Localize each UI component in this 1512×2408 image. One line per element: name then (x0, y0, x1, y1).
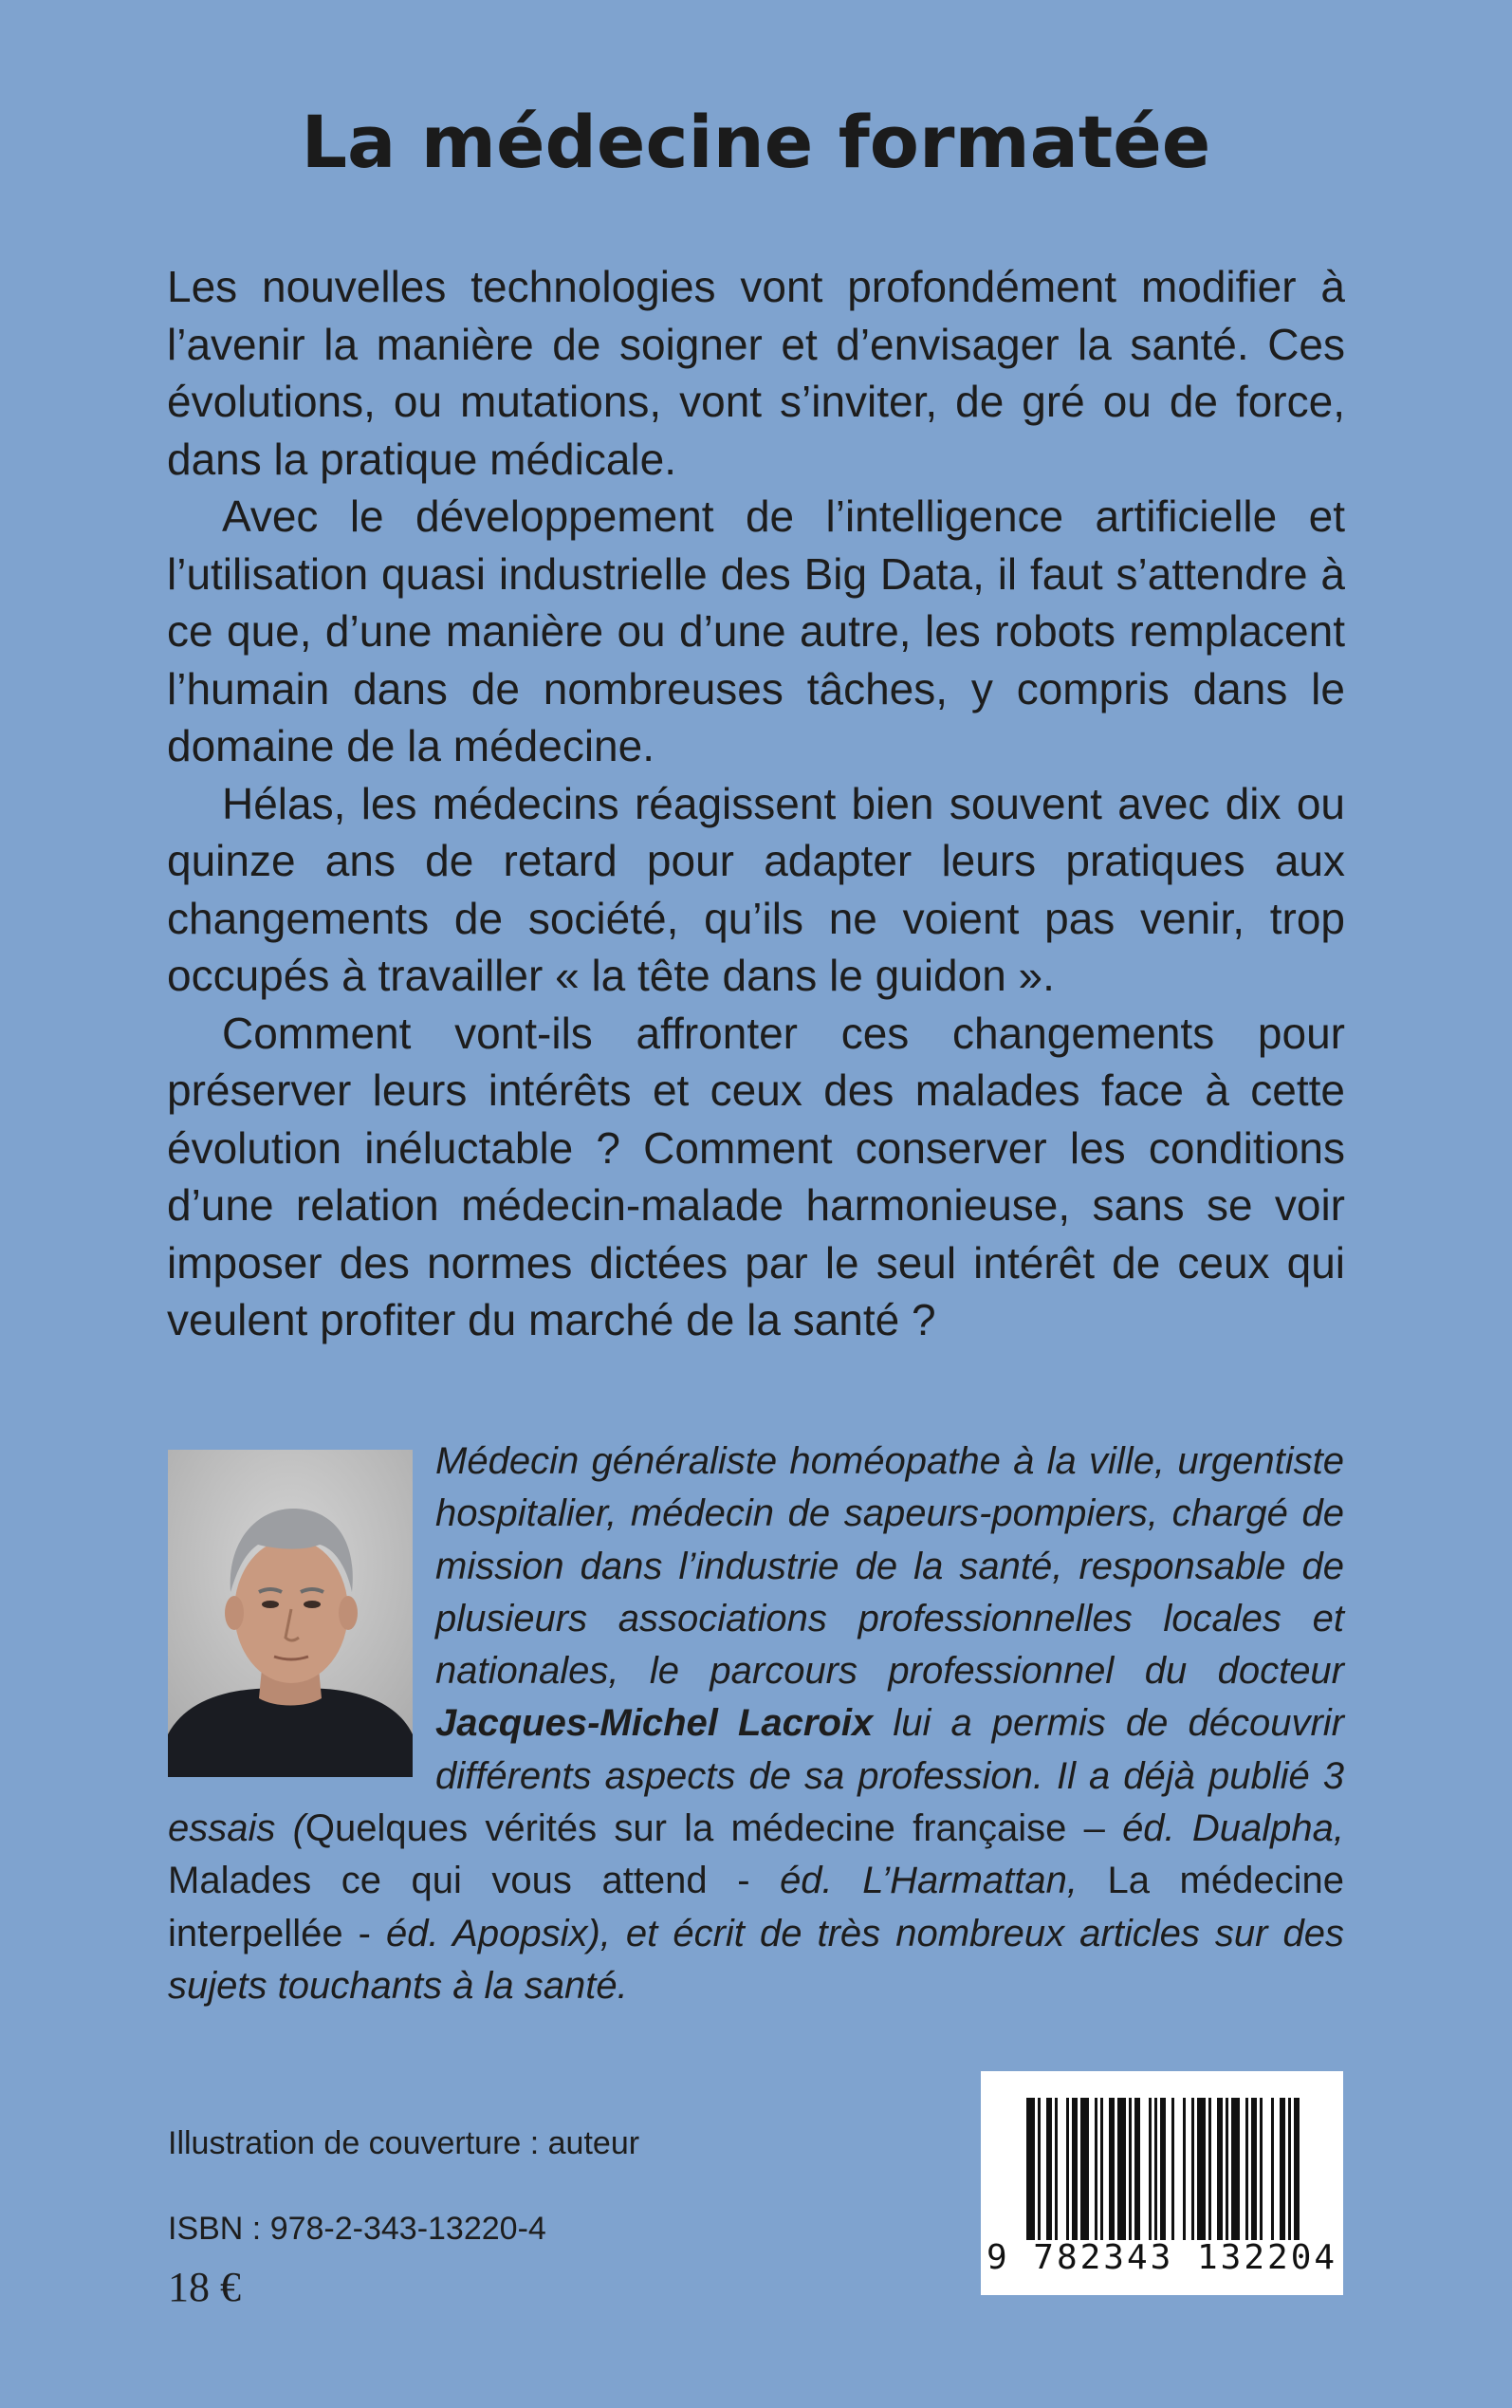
barcode-bar (1183, 2098, 1186, 2240)
barcode-bar (1197, 2098, 1206, 2240)
book-title-3: La médecine interpellée - (168, 1860, 1344, 1954)
price: 18 € (168, 2264, 241, 2310)
barcode-bar (1217, 2098, 1223, 2240)
barcode-bar (1117, 2098, 1126, 2240)
barcode-bar (1271, 2098, 1274, 2240)
author-name: Jacques-Michel Lacroix (435, 1702, 874, 1745)
summary-paragraph: Avec le développement de l’intelligence artificielle et l’utilisation quasi industrielle des Big Data, il faut s’attendre à ce que, d’une manière ou d’une autre, les robots remplacent l’humain dans de nombreuses tâches, y compris dans le domaine de la médecine. (167, 491, 1345, 770)
barcode-bar (1100, 2098, 1103, 2240)
barcode-bar (1208, 2098, 1211, 2240)
summary-paragraph: Comment vont-ils affronter ces changements pour préserver leurs intérêts et ceux des malades face à cette évolution inéluctable ? Comment conserver les conditions d’une relation médecin-malade harmonieuse, sans se voir imposer des normes dictées par le seul intérêt de ceux qui veulent profiter du marché de la santé ? (167, 1008, 1345, 1344)
author-biography (168, 1436, 1344, 2012)
barcode-bar (1245, 2098, 1248, 2240)
book-summary (167, 258, 1345, 1349)
barcode-bar (1260, 2098, 1263, 2240)
barcode-digits: 9 782343 132204 (986, 2238, 1338, 2277)
barcode-bar (1154, 2098, 1157, 2240)
barcode-bar (1109, 2098, 1115, 2240)
barcode-bar (1055, 2098, 1058, 2240)
barcode-bar (1026, 2098, 1035, 2240)
bio-dash: – (1066, 1807, 1123, 1850)
publisher-3: éd. Apopsix), et écrit de très nombreux articles sur des sujets touchants à la santé. (168, 1912, 1344, 2007)
isbn: ISBN : 978-2-343-13220-4 (168, 2211, 546, 2247)
barcode-bar (1046, 2098, 1052, 2240)
summary-paragraph: Les nouvelles technologies vont profondément modifier à l’avenir la manière de soigner et d’envisager la santé. Ces évolutions, ou mutations, vont s’inviter, de gré ou de force, dans la pratique médicale. (167, 262, 1345, 484)
barcode-bar (1129, 2098, 1132, 2240)
barcode-bar (1171, 2098, 1174, 2240)
illustration-credit: Illustration de couverture : auteur (168, 2125, 640, 2161)
book-title-1: Quelques vérités sur la médecine française (304, 1807, 1067, 1850)
book-title-2: Malades ce qui vous attend - (168, 1860, 781, 1902)
barcode-bar (1251, 2098, 1257, 2240)
barcode-bar (1226, 2098, 1228, 2240)
summary-paragraph: Hélas, les médecins réagissent bien souvent avec dix ou quinze ans de retard pour adapter leurs pratiques aux changements de société, qu’ils ne voient pas venir, trop occupés à travailler « la tête dans le guidon ». (167, 778, 1345, 1000)
book-title: La médecine formatée (301, 100, 1211, 184)
publisher-1: éd. Dualpha, (1122, 1807, 1344, 1850)
publisher-2: éd. L’Harmattan, (780, 1860, 1078, 1902)
barcode-bar (1191, 2098, 1194, 2240)
bio-continuation: lui a permis de découvrir différents aspects de sa profession. Il a déjà publié 3 essais ( (168, 1702, 1344, 1850)
barcode-bar (1134, 2098, 1140, 2240)
barcode-bar (1294, 2098, 1300, 2240)
barcode-bar (1149, 2098, 1152, 2240)
barcode-bar (1231, 2098, 1240, 2240)
bio-intro: Médecin généraliste homéopathe à la ville, urgentiste hospitalier, médecin de sapeurs-pompiers, chargé de mission dans l’industrie de la santé, responsable de plusieurs associations professionnelles locales et nationales, le parcours professionnel du docteur (435, 1440, 1344, 1693)
barcode-bar (1280, 2098, 1285, 2240)
barcode-bar (1095, 2098, 1097, 2240)
photo-spacer (168, 1436, 435, 1777)
barcode-bar (1288, 2098, 1291, 2240)
barcode (981, 2071, 1343, 2295)
barcode-bar (1072, 2098, 1078, 2240)
barcode-bar (1160, 2098, 1166, 2240)
barcode-bar (1080, 2098, 1089, 2240)
barcode-bar (1038, 2098, 1041, 2240)
barcode-bar (1066, 2098, 1069, 2240)
